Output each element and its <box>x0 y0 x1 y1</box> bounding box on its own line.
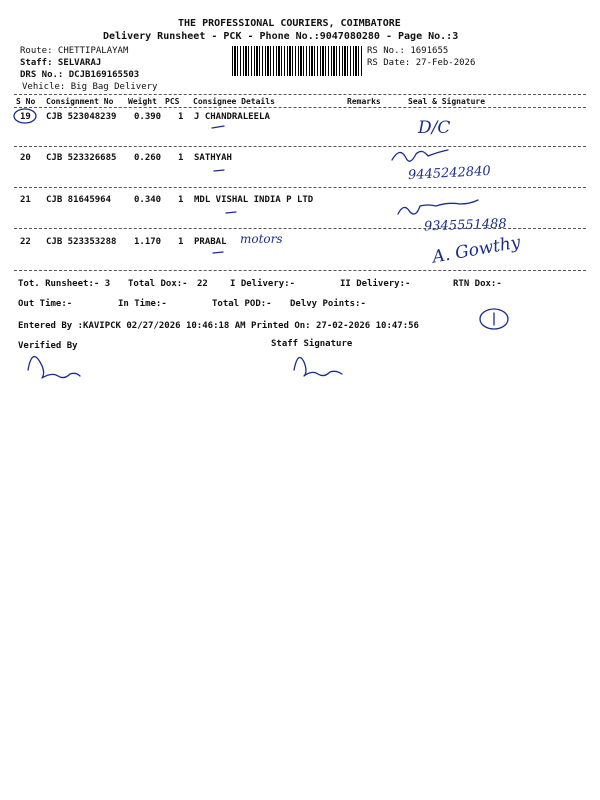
rs-date: RS Date: 27-Feb-2026 <box>367 58 476 68</box>
row-consignment: CJB 523048239 <box>46 112 117 122</box>
handwritten-note: motors <box>240 232 283 246</box>
company-title: THE PROFESSIONAL COURIERS, COIMBATORE <box>178 18 401 29</box>
row-consignment: CJB 523326685 <box>46 153 117 163</box>
circle-mark <box>14 109 36 123</box>
staff-label: Staff: SELVARAJ <box>20 58 102 68</box>
row-weight: 0.390 <box>134 112 162 122</box>
verified-by-label: Verified By <box>18 341 78 351</box>
rtn-dox: RTN Dox:- <box>453 279 502 289</box>
handwritten-phone: 9345551488 <box>423 216 507 235</box>
tick-mark <box>212 126 224 128</box>
row-pcs: 1 <box>178 153 184 163</box>
rs-number: RS No.: 1691655 <box>367 46 449 56</box>
staff-signature <box>294 358 342 377</box>
handwritten-signature: A. Gowthy <box>430 232 522 268</box>
col-consignment: Consignment No <box>46 97 114 106</box>
row-consignment: CJB 81645964 <box>46 195 112 205</box>
row-consignee: SATHYAH <box>194 153 232 163</box>
handwritten-phone: 9445242840 <box>407 163 492 184</box>
delvy-points: Delvy Points:- <box>290 299 366 309</box>
route-label: Route: CHETTIPALAYAM <box>20 46 129 56</box>
tot-runsheet: Tot. Runsheet:- 3 <box>18 279 111 289</box>
row-sno: 19 <box>20 112 31 122</box>
drs-number: DRS No.: DCJB169165503 <box>20 70 140 80</box>
total-dox-value: 22 <box>197 279 208 289</box>
printed-on: Printed On: 27-02-2026 10:47:56 <box>251 321 419 331</box>
out-time: Out Time:- <box>18 299 73 309</box>
signature-scribble <box>392 150 448 161</box>
entered-by: Entered By :KAVIPCK 02/27/2026 10:46:18 AM <box>18 321 246 331</box>
tick-mark <box>213 252 223 253</box>
verified-signature <box>28 357 80 378</box>
i-delivery: I Delivery:- <box>230 279 296 289</box>
row-weight: 1.170 <box>134 237 162 247</box>
row-consignee: J CHANDRALEELA <box>194 112 270 122</box>
total-pod: Total POD:- <box>212 299 272 309</box>
ii-delivery: II Delivery:- <box>340 279 411 289</box>
col-seal: Seal & Signature <box>408 97 486 106</box>
col-consignee: Consignee Details <box>193 97 275 106</box>
row-weight: 0.260 <box>134 153 162 163</box>
col-pcs: PCS <box>165 97 180 106</box>
tick-mark <box>214 170 224 171</box>
tick-mark <box>226 212 236 213</box>
row-weight: 0.340 <box>134 195 162 205</box>
col-remarks: Remarks <box>347 97 381 106</box>
row-consignee: MDL VISHAL INDIA P LTD <box>194 195 314 205</box>
signature-scribble <box>398 200 478 214</box>
staff-signature-label: Staff Signature <box>271 339 353 349</box>
col-weight: Weight <box>128 97 157 106</box>
row-sno: 20 <box>20 153 31 163</box>
row-consignment: CJB 523353288 <box>46 237 117 247</box>
col-sno: S No <box>16 97 36 106</box>
runsheet-subtitle: Delivery Runsheet - PCK - Phone No.:9047080280 - Page No.:3 <box>103 31 459 42</box>
row-sno: 22 <box>20 237 31 247</box>
row-consignee: PRABAL <box>194 237 227 247</box>
in-time: In Time:- <box>118 299 167 309</box>
row-sno: 21 <box>20 195 31 205</box>
row-pcs: 1 <box>178 112 184 122</box>
total-dox-label: Total Dox:- <box>128 279 188 289</box>
row-pcs: 1 <box>178 195 184 205</box>
handwritten-mark: D/C <box>418 118 451 138</box>
vehicle-label: Vehicle: Big Bag Delivery <box>22 82 158 92</box>
row-pcs: 1 <box>178 237 184 247</box>
